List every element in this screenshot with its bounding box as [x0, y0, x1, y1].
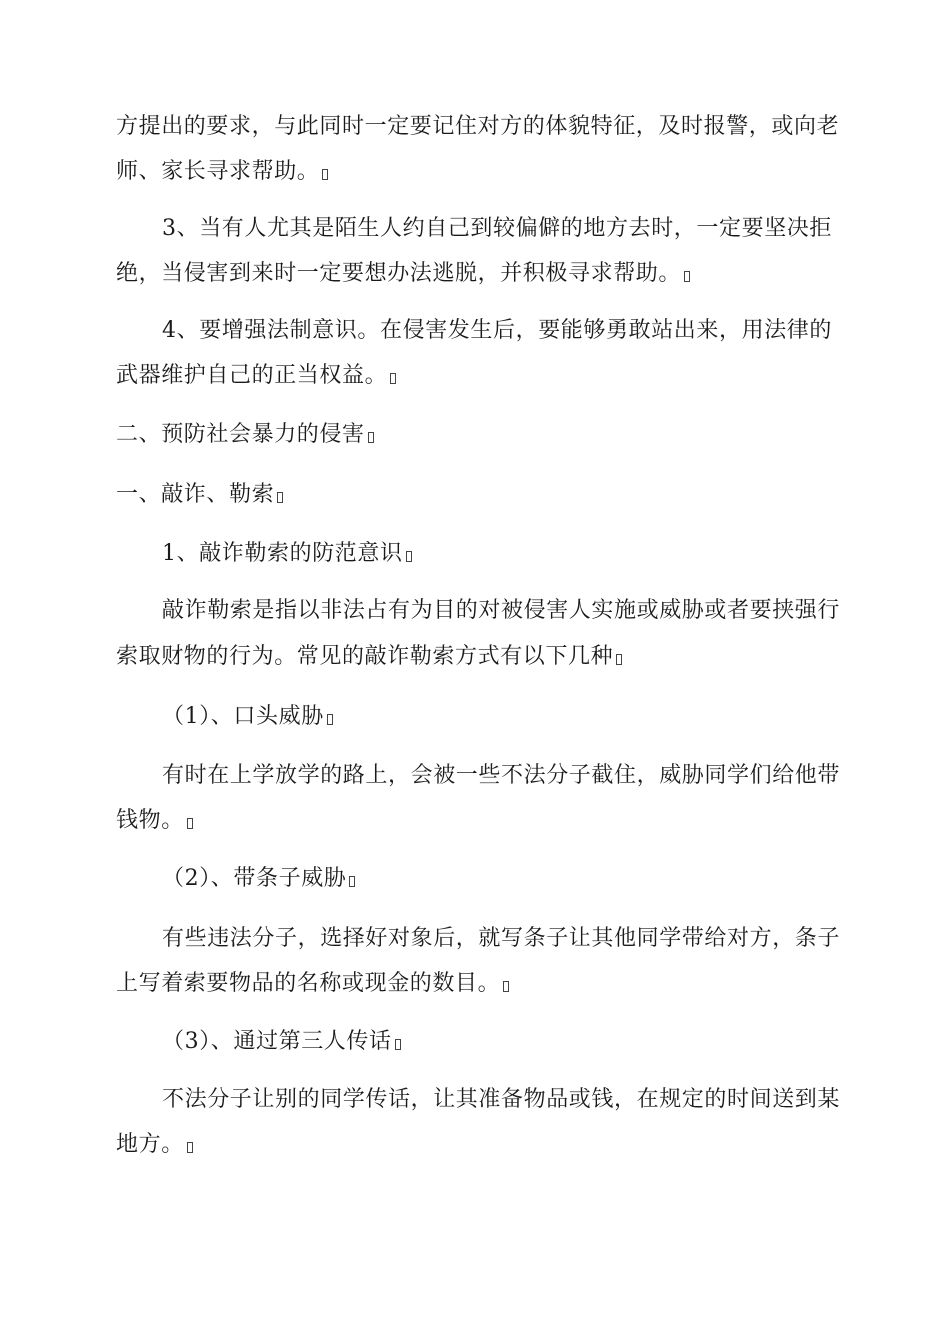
line-text: 4、要增强法制意识。在侵害发生后，要能够勇敢站出来，用法律的 [162, 318, 832, 343]
paragraph-line [116, 112, 840, 142]
line-text: 敲诈勒索是指以非法占有为目的对被侵害人实施或威胁或者要挟强行 [162, 598, 841, 623]
line-text: 师、家长寻求帮助。 [116, 159, 320, 184]
section-heading [116, 420, 836, 450]
paragraph-line [162, 761, 882, 791]
paragraph-mark-icon [406, 551, 412, 562]
paragraph-mark-icon [187, 818, 193, 829]
line-text: （3）、通过第三人传话 [162, 1029, 392, 1054]
paragraph-line [116, 259, 836, 289]
line-text: 上写着索要物品的名称或现金的数目。 [116, 971, 501, 996]
list-heading [162, 702, 882, 732]
paragraph-line [116, 157, 836, 187]
line-text: 3、当有人尤其是陌生人约自己到较偏僻的地方去时，一定要坚决拒 [162, 216, 832, 241]
paragraph-line [116, 361, 836, 391]
line-text: 一、敲诈、勒索 [116, 482, 275, 507]
line-text: 有些违法分子，选择好对象后，就写条子让其他同学带给对方，条子 [162, 926, 841, 951]
paragraph-line [116, 1130, 836, 1160]
paragraph-line [162, 924, 882, 954]
line-text: 索取财物的行为。常见的敲诈勒索方式有以下几种 [116, 644, 614, 669]
section-heading [116, 480, 836, 510]
paragraph-mark-icon [368, 432, 374, 443]
paragraph-line [162, 316, 882, 346]
paragraph-mark-icon [390, 373, 396, 384]
line-text: 不法分子让别的同学传话，让其准备物品或钱，在规定的时间送到某 [162, 1087, 841, 1112]
paragraph-mark-icon [277, 492, 283, 503]
paragraph-mark-icon [503, 981, 509, 992]
paragraph-line [116, 969, 836, 999]
paragraph-mark-icon [187, 1142, 193, 1153]
list-heading [162, 1027, 882, 1057]
paragraph-line [162, 1085, 882, 1115]
paragraph-mark-icon [349, 876, 355, 887]
line-text: 有时在上学放学的路上，会被一些不法分子截住，威胁同学们给他带 [162, 763, 841, 788]
paragraph-line [116, 806, 836, 836]
line-text: 武器维护自己的正当权益。 [116, 363, 388, 388]
line-text: 方提出的要求，与此同时一定要记住对方的体貌特征，及时报警，或向老 [116, 114, 840, 139]
line-text: 二、预防社会暴力的侵害 [116, 422, 365, 447]
list-heading [162, 864, 882, 894]
line-text: 1、敲诈勒索的防范意识 [162, 541, 403, 566]
line-text: （2）、带条子威胁 [162, 866, 347, 891]
paragraph-line [116, 642, 836, 672]
paragraph-line [162, 596, 882, 626]
line-text: （1）、口头威胁 [162, 704, 324, 729]
paragraph-line [162, 214, 882, 244]
paragraph-mark-icon [327, 714, 333, 725]
paragraph-mark-icon [684, 271, 690, 282]
line-text: 绝，当侵害到来时一定要想办法逃脱，并积极寻求帮助。 [116, 261, 682, 286]
paragraph-mark-icon [395, 1039, 401, 1050]
paragraph-mark-icon [322, 169, 328, 180]
line-text: 地方。 [116, 1132, 184, 1157]
line-text: 钱物。 [116, 808, 184, 833]
paragraph-mark-icon [616, 654, 622, 665]
subsection-heading [162, 539, 882, 569]
